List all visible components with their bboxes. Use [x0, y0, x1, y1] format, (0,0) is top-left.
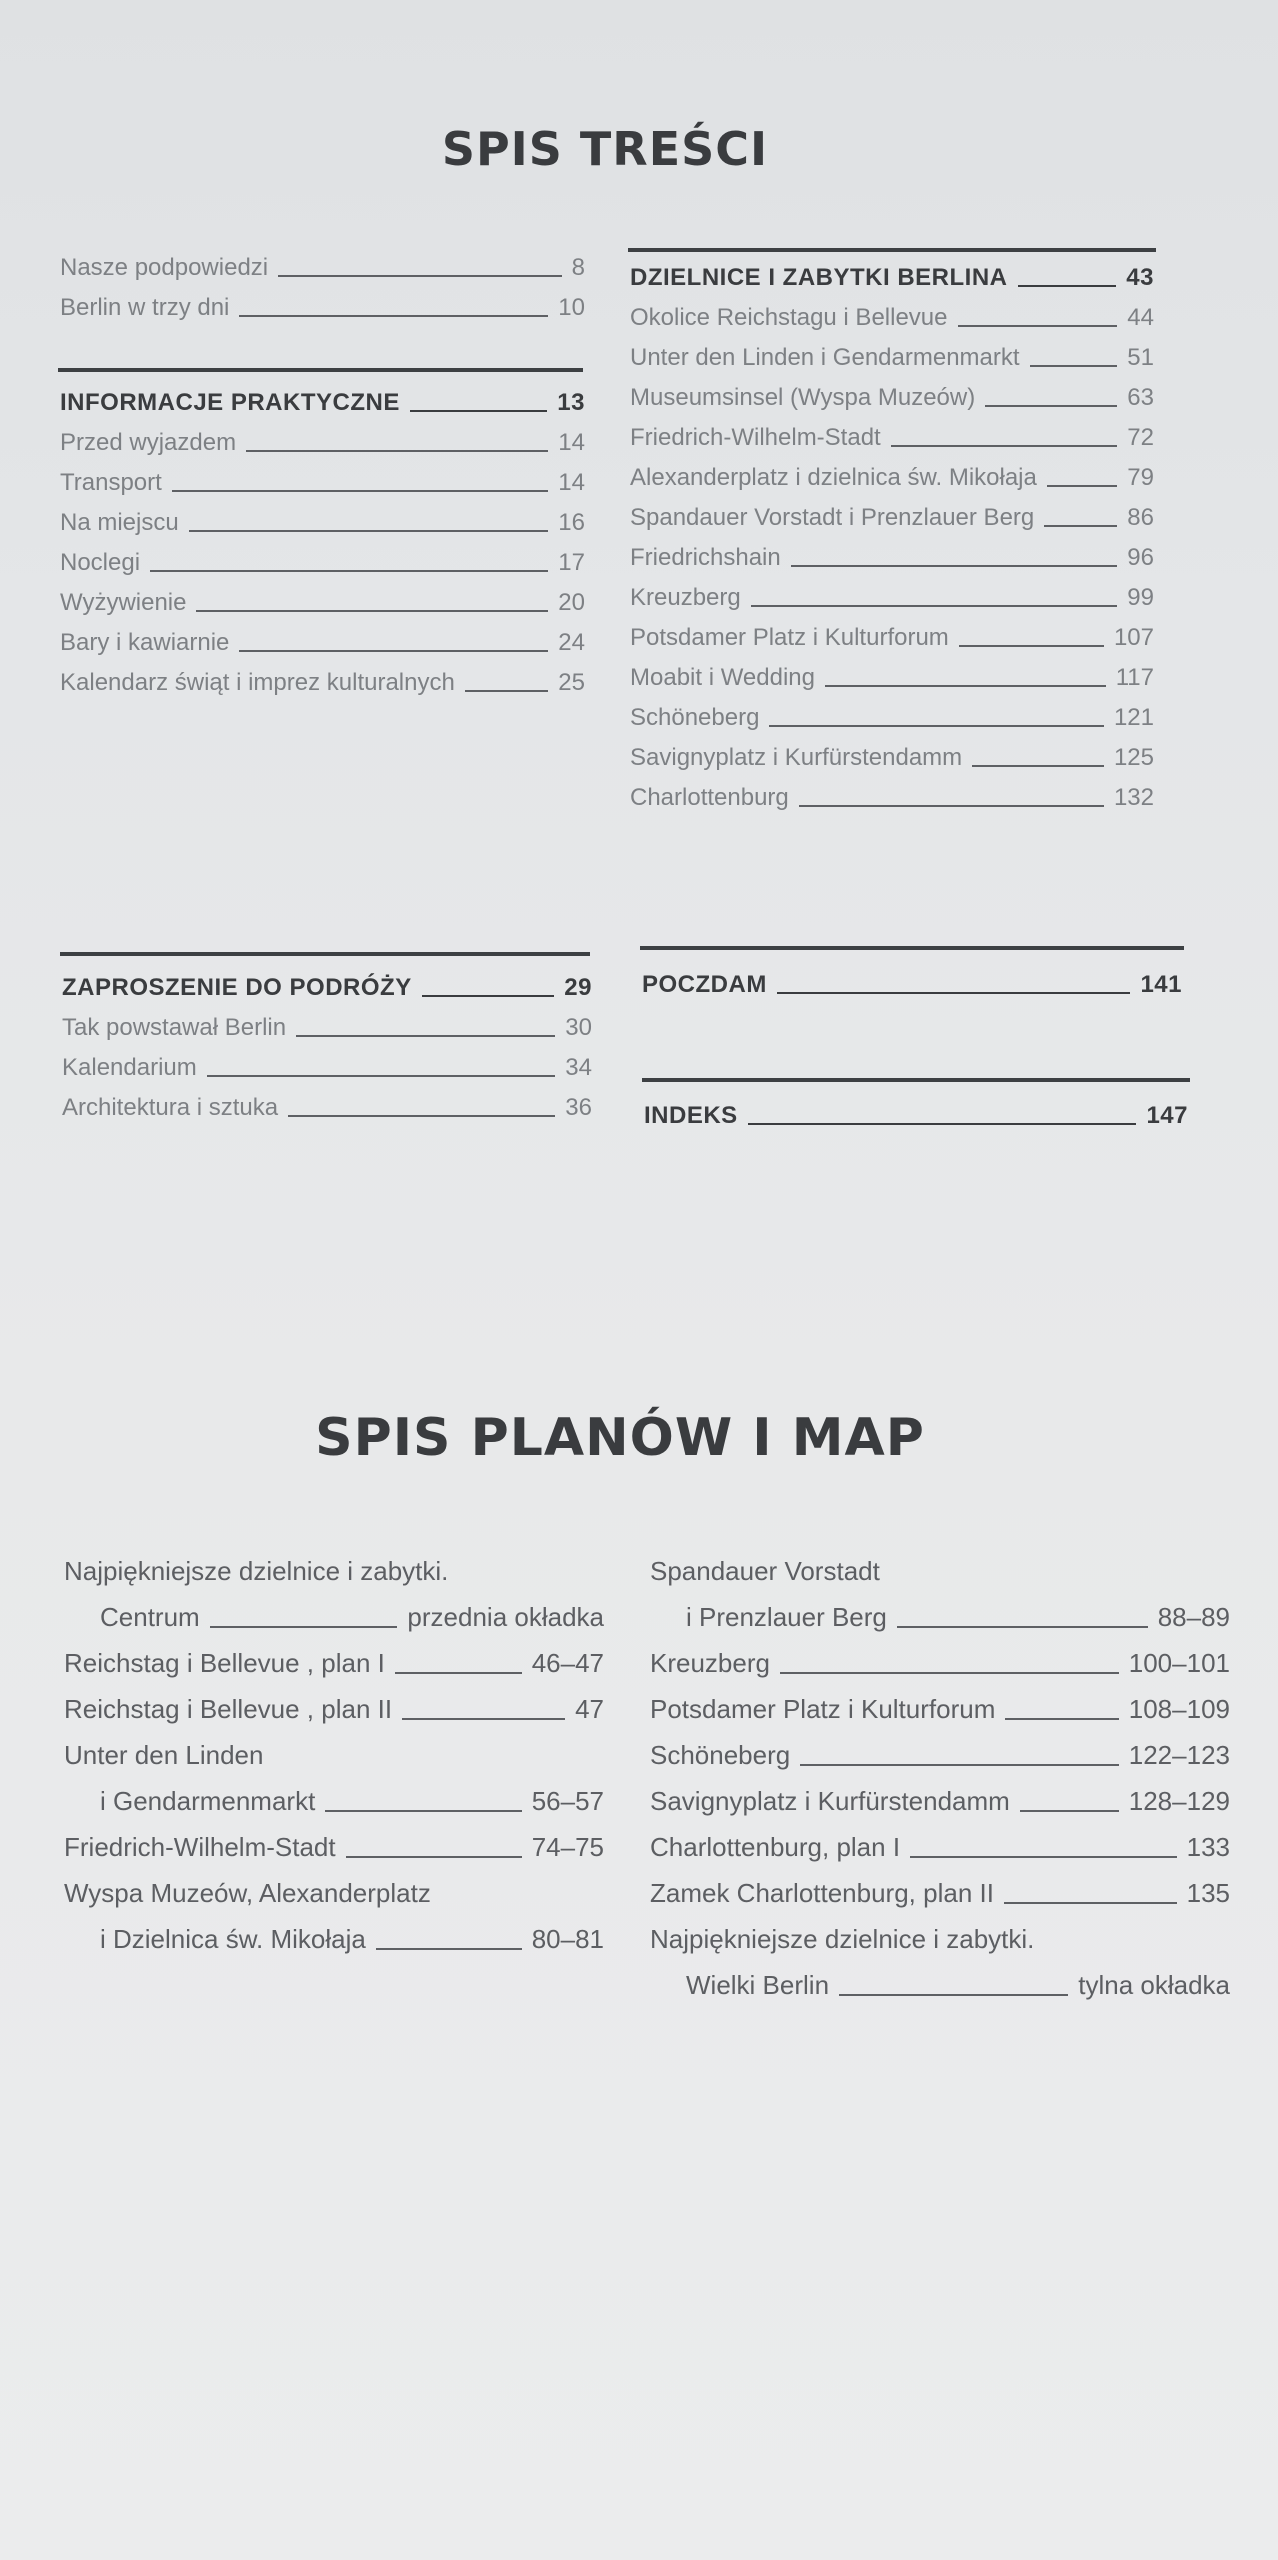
map-entry-label: i Gendarmenmarkt — [100, 1786, 316, 1816]
toc-entry-page: 17 — [558, 549, 585, 576]
map-entry-label: i Prenzlauer Berg — [686, 1602, 887, 1632]
dotted-leader — [897, 1626, 1148, 1628]
toc-entry-page: 107 — [1113, 624, 1154, 651]
dotted-leader — [958, 325, 1118, 327]
dotted-leader — [777, 992, 1131, 994]
toc-entry-page: 79 — [1127, 464, 1154, 491]
toc-entry[interactable] — [60, 663, 585, 703]
toc-entry-label: Schöneberg — [630, 704, 760, 731]
map-entry-label: Kreuzberg — [650, 1648, 770, 1678]
toc-entry[interactable] — [630, 778, 1154, 818]
dotted-leader — [891, 445, 1118, 447]
toc-entry[interactable] — [630, 378, 1154, 418]
map-entry-page: 46–47 — [531, 1648, 604, 1678]
map-entry-label: Spandauer Vorstadt — [650, 1556, 880, 1586]
map-entry-label: Potsdamer Platz i Kulturforum — [650, 1694, 996, 1724]
section-title-label: DZIELNICE I ZABYTKI BERLINA — [630, 264, 1008, 291]
map-entry-label: Najpiękniejsze dzielnice i zabytki. — [650, 1924, 1035, 1954]
toc-entry[interactable] — [60, 583, 585, 623]
toc-entry-label: Savignyplatz i Kurfürstendamm — [630, 744, 963, 771]
map-entry-label: Zamek Charlottenburg, plan II — [650, 1878, 994, 1908]
section-rule — [58, 368, 583, 372]
toc-entry-label: Friedrich-Wilhelm-Stadt — [630, 424, 881, 451]
dotted-leader — [799, 805, 1104, 807]
map-entry[interactable] — [64, 1640, 604, 1686]
toc-entry-label: Architektura i sztuka — [62, 1094, 279, 1121]
toc-entry-label: Kreuzberg — [630, 584, 741, 611]
map-entry-line — [650, 1548, 1230, 1594]
toc-entry[interactable] — [630, 618, 1154, 658]
map-entry-page: 74–75 — [531, 1832, 604, 1862]
map-entry[interactable] — [64, 1594, 604, 1640]
toc-entry[interactable] — [62, 1008, 592, 1048]
maps-heading: SPIS PLANÓW I MAP — [315, 1408, 925, 1468]
map-entry[interactable] — [64, 1686, 604, 1732]
toc-section-title[interactable] — [644, 1096, 1188, 1136]
dotted-leader — [402, 1718, 565, 1720]
map-entry[interactable] — [650, 1778, 1230, 1824]
toc-entry-label: Kalendarz świąt i imprez kulturalnych — [60, 669, 455, 696]
map-entry-page: 47 — [575, 1694, 604, 1724]
dotted-leader — [422, 995, 555, 997]
toc-entry-label: Museumsinsel (Wyspa Muzeów) — [630, 384, 976, 411]
toc-entry-page: 72 — [1127, 424, 1154, 451]
toc-entry[interactable] — [630, 658, 1154, 698]
toc-entry-page: 14 — [558, 469, 585, 496]
dotted-leader — [1044, 525, 1117, 527]
toc-entry-page: 86 — [1127, 504, 1154, 531]
toc-section-title[interactable] — [630, 258, 1154, 298]
map-entry-label: Charlottenburg, plan I — [650, 1832, 901, 1862]
toc-entry-page: 24 — [558, 629, 585, 656]
section-title-label: INDEKS — [644, 1102, 738, 1129]
maps-left-column — [64, 1548, 604, 1962]
dotted-leader — [210, 1626, 398, 1628]
map-entry-label: Wyspa Muzeów, Alexanderplatz — [64, 1878, 431, 1908]
map-entry-page: 100–101 — [1128, 1648, 1230, 1678]
dotted-leader — [296, 1035, 555, 1037]
dotted-leader — [189, 530, 549, 532]
toc-entry-label: Wyżywienie — [60, 589, 187, 616]
section-title-page: 43 — [1126, 264, 1154, 291]
toc-entry-label: Moabit i Wedding — [630, 664, 815, 691]
toc-entry-label: Kalendarium — [62, 1054, 197, 1081]
toc-entry-label: Berlin w trzy dni — [60, 294, 230, 321]
map-entry-line — [64, 1870, 604, 1916]
map-entry[interactable] — [64, 1778, 604, 1824]
toc-entry-label: Noclegi — [60, 549, 141, 576]
toc-entry-label: Unter den Linden i Gendarmenmarkt — [630, 344, 1020, 371]
map-entry-label: Schöneberg — [650, 1740, 791, 1770]
dotted-leader — [748, 1123, 1137, 1125]
map-entry-line — [64, 1548, 604, 1594]
dotted-leader — [780, 1672, 1119, 1674]
toc-entry-label: Nasze podpowiedzi — [60, 254, 269, 281]
map-entry-page: tylna okładka — [1078, 1970, 1230, 2000]
toc-entry-label: Bary i kawiarnie — [60, 629, 230, 656]
map-entry-page: 135 — [1186, 1878, 1230, 1908]
dotted-leader — [410, 410, 547, 412]
map-entry[interactable] — [650, 1640, 1230, 1686]
dotted-leader — [325, 1810, 521, 1812]
map-entry-page: 88–89 — [1157, 1602, 1230, 1632]
dotted-leader — [769, 725, 1104, 727]
toc-entry-page: 30 — [565, 1014, 592, 1041]
dotted-leader — [985, 405, 1117, 407]
map-entry-label: Wielki Berlin — [686, 1970, 830, 2000]
toc-section-title[interactable] — [62, 968, 592, 1008]
dotted-leader — [959, 645, 1104, 647]
map-entry-page: 133 — [1186, 1832, 1230, 1862]
map-entry[interactable] — [650, 1732, 1230, 1778]
toc-entry[interactable] — [630, 698, 1154, 738]
toc-entry-page: 63 — [1127, 384, 1154, 411]
toc-entry[interactable] — [630, 298, 1154, 338]
toc-section-invitation — [62, 968, 592, 1128]
toc-entry-label: Tak powstawał Berlin — [62, 1014, 287, 1041]
toc-entry[interactable] — [630, 338, 1154, 378]
dotted-leader — [288, 1115, 555, 1117]
map-entry-page: 56–57 — [531, 1786, 604, 1816]
map-entry[interactable] — [64, 1916, 604, 1962]
map-entry-label: Reichstag i Bellevue , plan II — [64, 1694, 393, 1724]
toc-entry[interactable] — [630, 538, 1154, 578]
toc-entry-page: 51 — [1127, 344, 1154, 371]
dotted-leader — [207, 1075, 556, 1077]
map-entry-page: przednia okładka — [407, 1602, 604, 1632]
toc-entry-page: 14 — [558, 429, 585, 456]
toc-entry-page: 44 — [1127, 304, 1154, 331]
toc-intro — [60, 248, 585, 328]
toc-entry-label: Charlottenburg — [630, 784, 789, 811]
toc-entry-page: 117 — [1115, 664, 1154, 691]
toc-entry[interactable] — [630, 738, 1154, 778]
dotted-leader — [278, 275, 562, 277]
dotted-leader — [150, 570, 548, 572]
map-entry-line — [64, 1732, 604, 1778]
dotted-leader — [1030, 365, 1118, 367]
dotted-leader — [910, 1856, 1177, 1858]
section-title-page: 147 — [1146, 1102, 1188, 1129]
toc-section-title[interactable] — [642, 965, 1182, 1005]
section-rule — [642, 1078, 1190, 1082]
map-entry-label: i Dzielnica św. Mikołaja — [100, 1924, 366, 1954]
map-entry-page: 122–123 — [1128, 1740, 1230, 1770]
toc-entry[interactable] — [60, 288, 585, 328]
section-rule — [60, 952, 590, 956]
dotted-leader — [239, 650, 548, 652]
toc-entry[interactable] — [60, 423, 585, 463]
toc-entry[interactable] — [630, 498, 1154, 538]
map-entry-label: Reichstag i Bellevue , plan I — [64, 1648, 385, 1678]
map-entry[interactable] — [650, 1686, 1230, 1732]
maps-right-column — [650, 1548, 1230, 2008]
toc-section-practical — [60, 383, 585, 703]
toc-entry-label: Transport — [60, 469, 162, 496]
dotted-leader — [839, 1994, 1068, 1996]
dotted-leader — [825, 685, 1106, 687]
toc-entry-page: 36 — [565, 1094, 592, 1121]
toc-entry[interactable] — [60, 463, 585, 503]
toc-entry-page: 121 — [1113, 704, 1154, 731]
toc-entry-page: 132 — [1113, 784, 1154, 811]
section-title-label: INFORMACJE PRAKTYCZNE — [60, 389, 400, 416]
toc-entry-label: Przed wyjazdem — [60, 429, 237, 456]
map-entry-label: Centrum — [100, 1602, 200, 1632]
toc-entry-label: Friedrichshain — [630, 544, 781, 571]
section-rule — [628, 248, 1156, 252]
toc-entry-page: 125 — [1113, 744, 1154, 771]
section-rule — [640, 946, 1184, 950]
toc-entry[interactable] — [62, 1088, 592, 1128]
toc-entry[interactable] — [630, 578, 1154, 618]
toc-entry-page: 16 — [558, 509, 585, 536]
map-entry-label: Savignyplatz i Kurfürstendamm — [650, 1786, 1010, 1816]
dotted-leader — [395, 1672, 522, 1674]
dotted-leader — [1020, 1810, 1119, 1812]
map-entry-page: 108–109 — [1128, 1694, 1230, 1724]
map-entry-line — [650, 1916, 1230, 1962]
toc-heading: SPIS TREŚCI — [441, 122, 769, 176]
dotted-leader — [1004, 1902, 1177, 1904]
section-title-page: 141 — [1140, 971, 1182, 998]
map-entry-page: 128–129 — [1128, 1786, 1230, 1816]
toc-entry-page: 99 — [1127, 584, 1154, 611]
toc-section-index — [644, 1096, 1188, 1136]
toc-entry[interactable] — [630, 458, 1154, 498]
map-entry[interactable] — [650, 1870, 1230, 1916]
toc-entry-label: Alexanderplatz i dzielnica św. Mikołaja — [630, 464, 1037, 491]
toc-entry[interactable] — [630, 418, 1154, 458]
map-entry[interactable] — [64, 1824, 604, 1870]
dotted-leader — [972, 765, 1104, 767]
toc-entry-page: 20 — [558, 589, 585, 616]
map-entry[interactable] — [650, 1824, 1230, 1870]
toc-entry-label: Spandauer Vorstadt i Prenzlauer Berg — [630, 504, 1035, 531]
toc-entry[interactable] — [60, 503, 585, 543]
section-title-label: POCZDAM — [642, 971, 767, 998]
toc-entry-label: Potsdamer Platz i Kulturforum — [630, 624, 949, 651]
dotted-leader — [346, 1856, 522, 1858]
dotted-leader — [1018, 285, 1117, 287]
toc-entry-page: 34 — [565, 1054, 592, 1081]
dotted-leader — [751, 605, 1118, 607]
dotted-leader — [376, 1948, 522, 1950]
toc-entry-label: Okolice Reichstagu i Bellevue — [630, 304, 948, 331]
map-entry-label: Najpiękniejsze dzielnice i zabytki. — [64, 1556, 449, 1586]
section-title-label: ZAPROSZENIE DO PODRÓŻY — [62, 974, 412, 1001]
dotted-leader — [239, 315, 548, 317]
dotted-leader — [172, 490, 548, 492]
toc-section-districts — [630, 258, 1154, 818]
toc-entry-page: 8 — [571, 254, 585, 281]
dotted-leader — [246, 450, 548, 452]
toc-entry-page: 10 — [558, 294, 585, 321]
toc-section-potsdam — [642, 965, 1182, 1005]
toc-entry-label: Na miejscu — [60, 509, 179, 536]
dotted-leader — [1047, 485, 1117, 487]
toc-entry-page: 25 — [558, 669, 585, 696]
map-entry[interactable] — [650, 1594, 1230, 1640]
toc-entry[interactable] — [60, 248, 585, 288]
section-title-page: 13 — [557, 389, 585, 416]
dotted-leader — [800, 1764, 1119, 1766]
toc-entry-page: 96 — [1127, 544, 1154, 571]
section-title-page: 29 — [564, 974, 592, 1001]
toc-section-title[interactable] — [60, 383, 585, 423]
map-entry-label: Friedrich-Wilhelm-Stadt — [64, 1832, 336, 1862]
toc-entry[interactable] — [60, 543, 585, 583]
toc-entry[interactable] — [60, 623, 585, 663]
map-entry[interactable] — [650, 1962, 1230, 2008]
dotted-leader — [196, 610, 548, 612]
dotted-leader — [465, 690, 548, 692]
map-entry-label: Unter den Linden — [64, 1740, 264, 1770]
toc-entry[interactable] — [62, 1048, 592, 1088]
dotted-leader — [1005, 1718, 1118, 1720]
map-entry-page: 80–81 — [531, 1924, 604, 1954]
dotted-leader — [791, 565, 1118, 567]
